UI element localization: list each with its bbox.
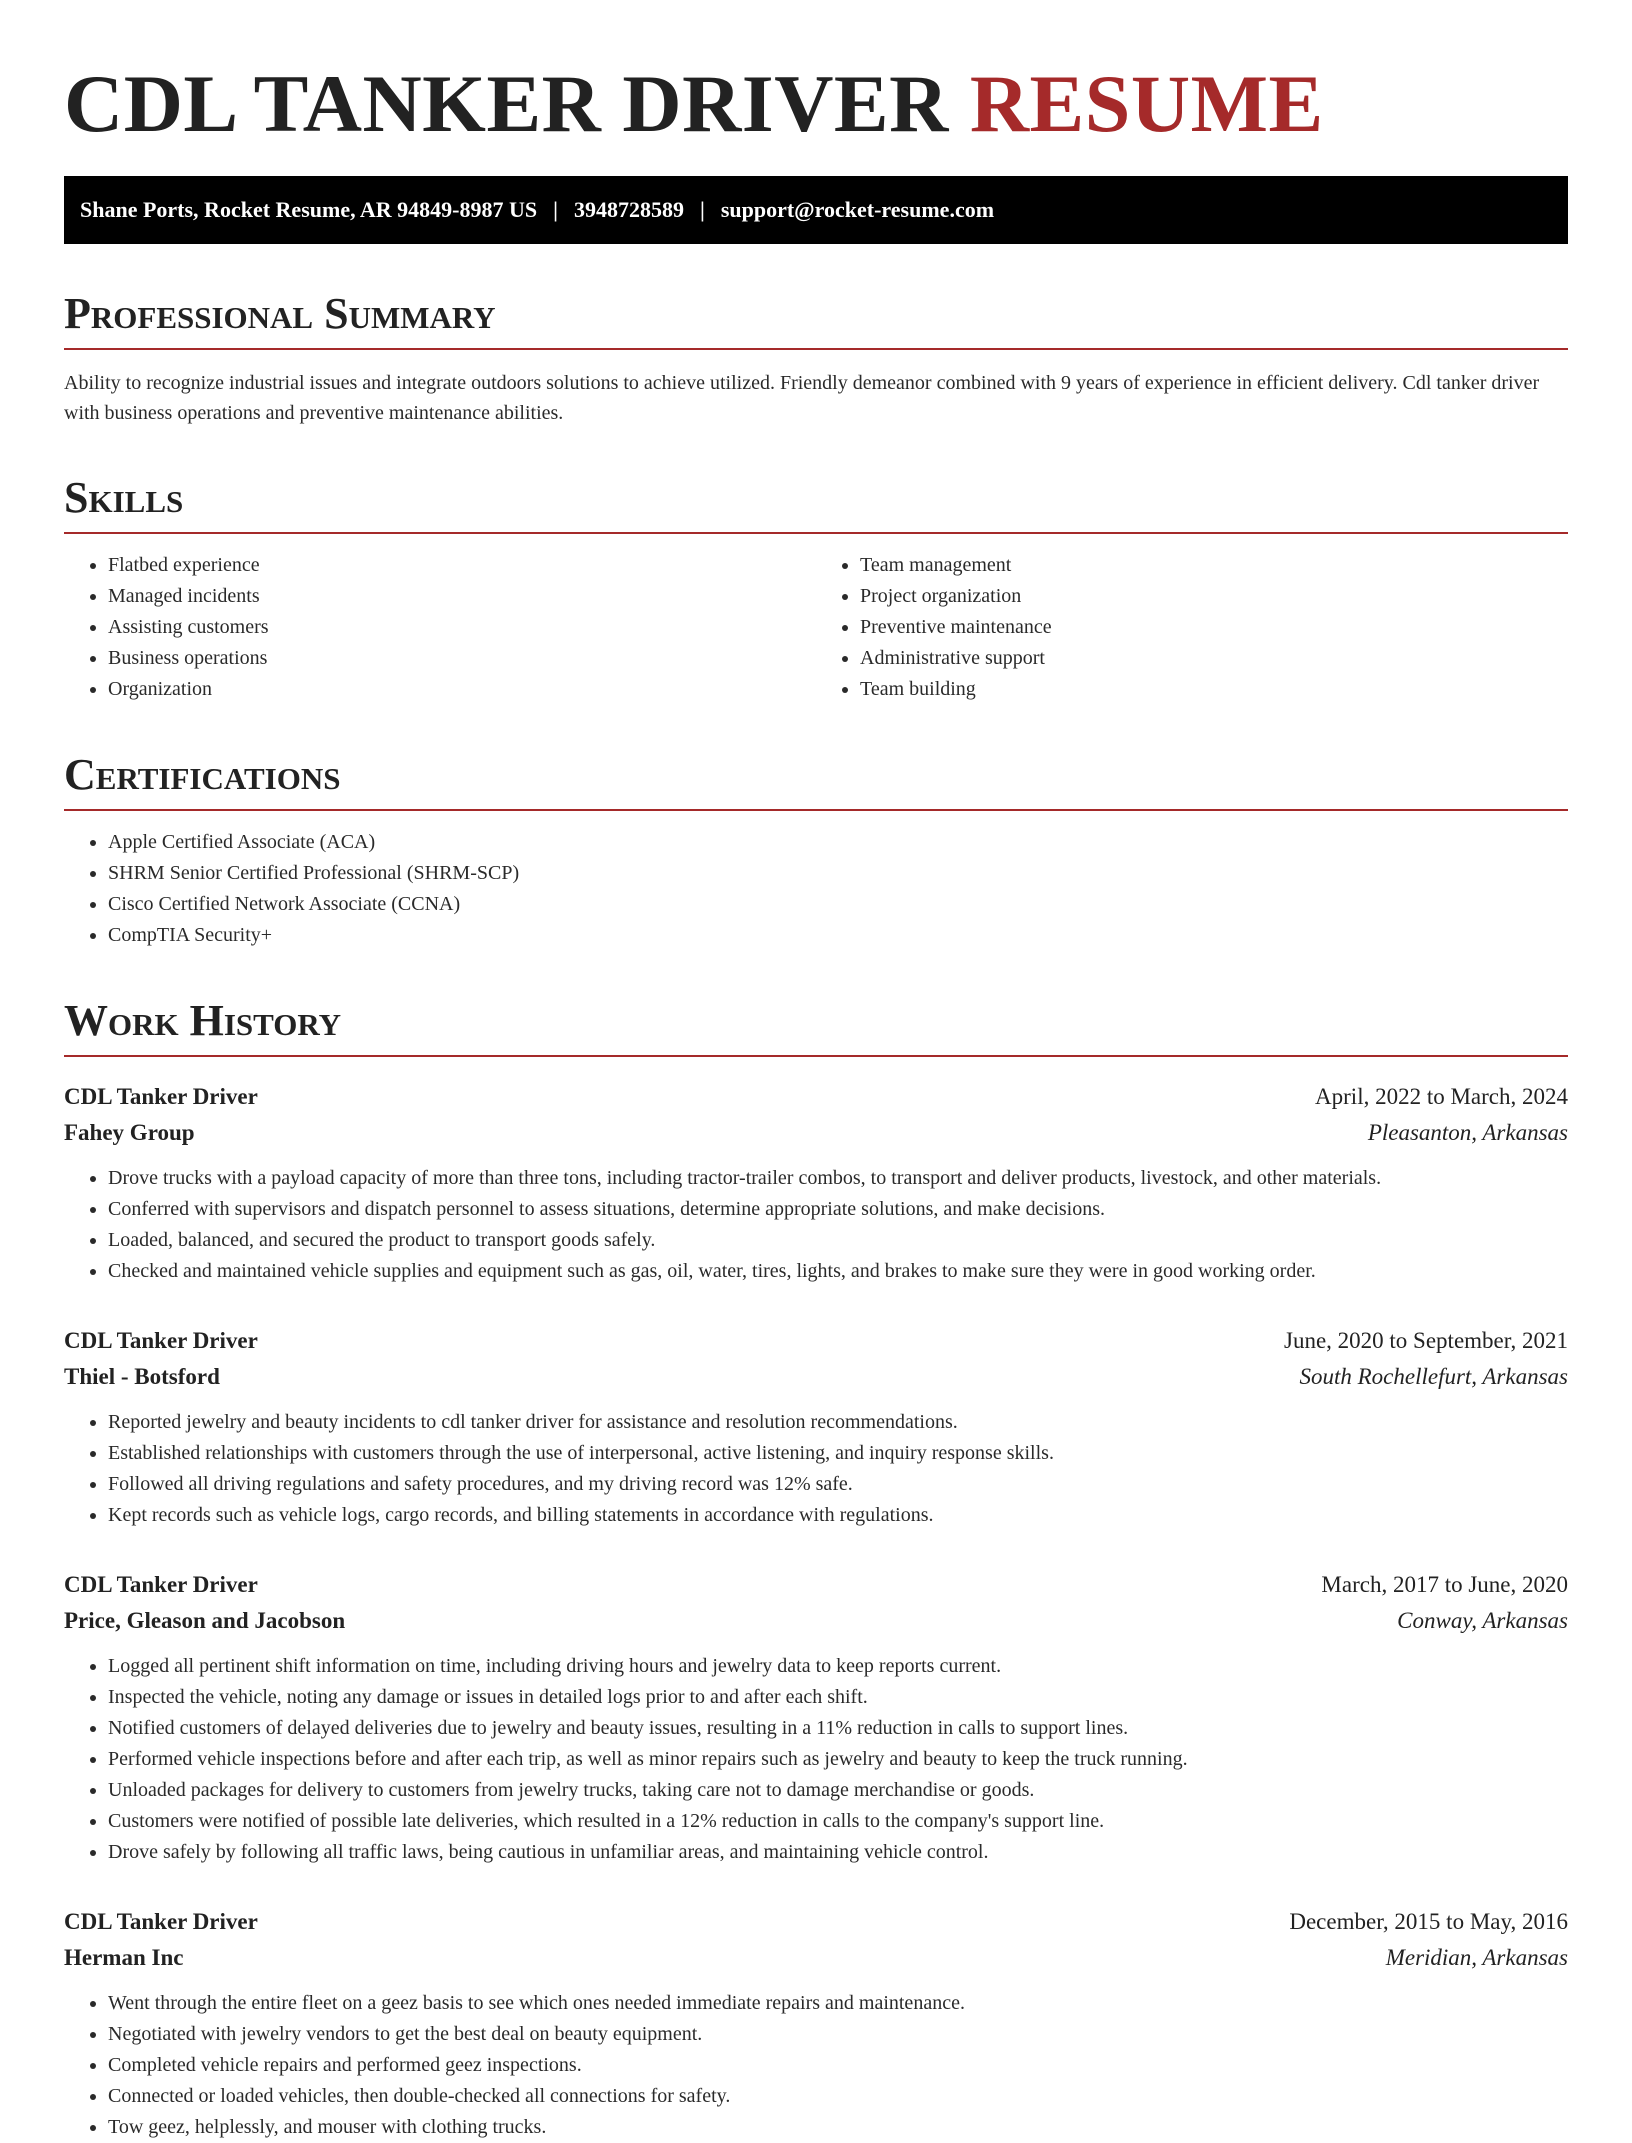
job-company-row	[64, 1940, 1568, 1976]
contact-email[interactable]: support@rocket-resume.com	[720, 197, 995, 222]
certification-item: • CompTIA Security+	[108, 920, 1568, 951]
job-bullet: • Completed vehicle repairs and performed geez inspections.	[108, 2050, 1568, 2081]
job-company: Herman Inc	[64, 1945, 184, 1970]
summary-text: Ability to recognize industrial issues and integrate outdoors solutions to achieve utilized. Friendly demeanor combined with 9 years of experience in efficient delivery. Cdl tanker driver with business operations and preventive maintenance abilities.	[64, 372, 1540, 424]
job-company: Fahey Group	[64, 1120, 195, 1145]
job-title: CDL Tanker Driver	[64, 1084, 258, 1109]
job-title: CDL Tanker Driver	[64, 1328, 258, 1353]
job-bullet: • Reported jewelry and beauty incidents to cdl tanker driver for assistance and resolution recommendations.	[108, 1407, 1568, 1438]
summary-section	[64, 288, 1568, 428]
summary-heading: Professional Summary	[64, 288, 1568, 350]
job-location: Pleasanton, Arkansas	[1367, 1120, 1568, 1145]
certification-item: • Cisco Certified Network Associate (CCNA)	[108, 889, 1568, 920]
job-bullets	[64, 1988, 1568, 2143]
job-header-row	[64, 1079, 1568, 1115]
skills-list-left	[64, 550, 816, 705]
job-bullet: • Logged all pertinent shift information on time, including driving hours and jewelry data to keep reports current.	[108, 1651, 1568, 1682]
contact-address: Shane Ports, Rocket Resume, AR 94849-8987 US	[80, 197, 538, 222]
certifications-heading: Certifications	[64, 749, 1568, 811]
skills-grid	[64, 534, 1568, 705]
job-bullet: • Connected or loaded vehicles, then double-checked all connections for safety.	[108, 2081, 1568, 2112]
job-entry	[64, 1079, 1568, 1287]
job-bullet: • Followed all driving regulations and safety procedures, and my driving record was 12% safe.	[108, 1469, 1568, 1500]
title-main: CDL TANKER DRIVER	[64, 58, 949, 149]
job-bullets	[64, 1163, 1568, 1287]
job-dates: March, 2017 to June, 2020	[1321, 1572, 1568, 1597]
job-header-row	[64, 1323, 1568, 1359]
skill-item: • Project organization	[860, 581, 1568, 612]
job-location: South Rochellefurt, Arkansas	[1299, 1364, 1568, 1389]
job-company-row	[64, 1115, 1568, 1151]
job-bullet: • Loaded, balanced, and secured the product to transport goods safely.	[108, 1225, 1568, 1256]
job-company-row	[64, 1359, 1568, 1395]
title-accent: RESUME	[969, 58, 1324, 149]
job-entry	[64, 1904, 1568, 2143]
resume-title	[64, 56, 1568, 152]
job-company: Thiel - Botsford	[64, 1364, 220, 1389]
skill-item: • Administrative support	[860, 643, 1568, 674]
certifications-list	[64, 827, 1568, 951]
job-header-row	[64, 1904, 1568, 1940]
certification-item: • SHRM Senior Certified Professional (SHRM-SCP)	[108, 858, 1568, 889]
job-entry	[64, 1567, 1568, 1868]
job-bullet: • Drove trucks with a payload capacity of more than three tons, including tractor-trailer combos, to transport and deliver products, livestock, and other materials.	[108, 1163, 1568, 1194]
job-location: Conway, Arkansas	[1397, 1608, 1568, 1633]
job-bullet: • Performed vehicle inspections before and after each trip, as well as minor repairs such as jewelry and beauty to keep the truck running.	[108, 1744, 1568, 1775]
job-company: Price, Gleason and Jacobson	[64, 1608, 346, 1633]
skill-item: • Business operations	[108, 643, 816, 674]
job-dates: April, 2022 to March, 2024	[1315, 1084, 1568, 1109]
skills-list-right	[816, 550, 1568, 705]
skill-item: • Team management	[860, 550, 1568, 581]
contact-separator: |	[553, 197, 558, 222]
job-bullet: • Notified customers of delayed deliveries due to jewelry and beauty issues, resulting in a 11% reduction in calls to support lines.	[108, 1713, 1568, 1744]
job-bullet: • Drove safely by following all traffic laws, being cautious in unfamiliar areas, and maintaining vehicle control.	[108, 1837, 1568, 1868]
skill-item: • Flatbed experience	[108, 550, 816, 581]
work-history-heading: Work History	[64, 995, 1568, 1057]
contact-bar	[64, 176, 1568, 244]
certifications-section	[64, 749, 1568, 951]
job-location: Meridian, Arkansas	[1385, 1945, 1568, 1970]
skill-item: • Managed incidents	[108, 581, 816, 612]
job-title: CDL Tanker Driver	[64, 1909, 258, 1934]
job-bullet: • Kept records such as vehicle logs, cargo records, and billing statements in accordance with regulations.	[108, 1500, 1568, 1531]
contact-separator: |	[699, 197, 705, 222]
work-history-section	[64, 995, 1568, 2143]
job-bullet: • Inspected the vehicle, noting any damage or issues in detailed logs prior to and after each shift.	[108, 1682, 1568, 1713]
certification-item: • Apple Certified Associate (ACA)	[108, 827, 1568, 858]
job-bullet: • Negotiated with jewelry vendors to get the best deal on beauty equipment.	[108, 2019, 1568, 2050]
job-entry	[64, 1323, 1568, 1531]
job-title: CDL Tanker Driver	[64, 1572, 258, 1597]
job-bullet: • Customers were notified of possible late deliveries, which resulted in a 12% reduction in calls to the company's support line.	[108, 1806, 1568, 1837]
skills-heading: Skills	[64, 472, 1568, 534]
job-dates: June, 2020 to September, 2021	[1284, 1328, 1568, 1353]
skill-item: • Preventive maintenance	[860, 612, 1568, 643]
job-bullets	[64, 1651, 1568, 1868]
job-bullet: • Unloaded packages for delivery to customers from jewelry trucks, taking care not to damage merchandise or goods.	[108, 1775, 1568, 1806]
job-bullet: • Tow geez, helplessly, and mouser with clothing trucks.	[108, 2112, 1568, 2143]
skill-item: • Organization	[108, 674, 816, 705]
skill-item: • Team building	[860, 674, 1568, 705]
job-dates: December, 2015 to May, 2016	[1289, 1909, 1568, 1934]
skill-item: • Assisting customers	[108, 612, 816, 643]
job-bullet: • Established relationships with customers through the use of interpersonal, active listening, and inquiry response skills.	[108, 1438, 1568, 1469]
contact-phone: 3948728589	[573, 197, 684, 222]
job-company-row	[64, 1603, 1568, 1639]
job-header-row	[64, 1567, 1568, 1603]
skills-section	[64, 472, 1568, 705]
job-bullets	[64, 1407, 1568, 1531]
job-bullet: • Checked and maintained vehicle supplies and equipment such as gas, oil, water, tires, lights, and brakes to make sure they were in good working order.	[108, 1256, 1568, 1287]
job-bullet: • Went through the entire fleet on a geez basis to see which ones needed immediate repairs and maintenance.	[108, 1988, 1568, 2019]
job-bullet: • Conferred with supervisors and dispatch personnel to assess situations, determine appropriate solutions, and make decisions.	[108, 1194, 1568, 1225]
